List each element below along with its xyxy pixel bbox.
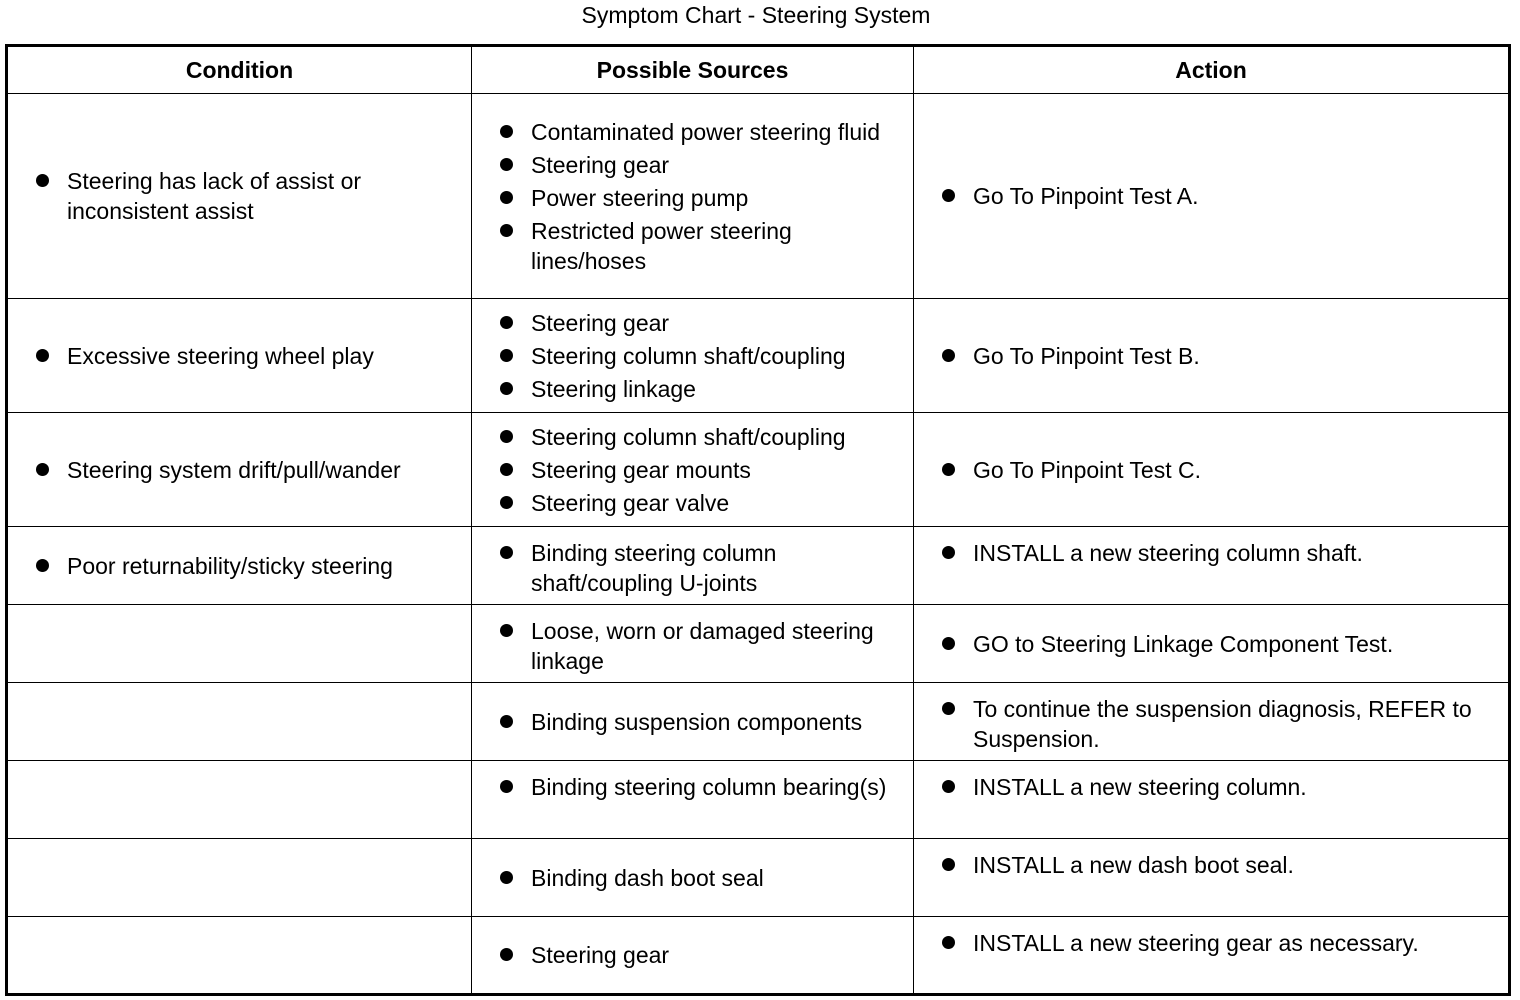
source-item: Binding steering column bearing(s) bbox=[496, 772, 907, 802]
condition-cell bbox=[7, 605, 472, 683]
possible-sources-cell bbox=[472, 605, 914, 683]
possible-sources-cell bbox=[472, 299, 914, 413]
action-cell bbox=[914, 839, 1510, 917]
source-item: Restricted power steering lines/hoses bbox=[496, 216, 907, 276]
source-item: Steering column shaft/coupling bbox=[496, 341, 907, 371]
table-row bbox=[7, 299, 1510, 413]
action-text: Go To Pinpoint Test C. bbox=[938, 455, 1502, 485]
action-text: INSTALL a new steering gear as necessary. bbox=[938, 928, 1502, 958]
condition-cell bbox=[7, 94, 472, 299]
action-text: INSTALL a new dash boot seal. bbox=[938, 850, 1502, 880]
action-text: To continue the suspension diagnosis, REFER to Suspension. bbox=[938, 694, 1502, 754]
condition-text: Excessive steering wheel play bbox=[32, 341, 465, 371]
action-cell bbox=[914, 299, 1510, 413]
table-row bbox=[7, 527, 1510, 605]
source-item: Steering gear valve bbox=[496, 488, 907, 518]
possible-sources-cell bbox=[472, 683, 914, 761]
condition-cell bbox=[7, 299, 472, 413]
header-possible-sources: Possible Sources bbox=[472, 46, 914, 94]
condition-text: Poor returnability/sticky steering bbox=[32, 551, 465, 581]
action-cell bbox=[914, 761, 1510, 839]
action-cell bbox=[914, 527, 1510, 605]
action-text: GO to Steering Linkage Component Test. bbox=[938, 629, 1502, 659]
action-cell bbox=[914, 94, 1510, 299]
possible-sources-cell bbox=[472, 94, 914, 299]
action-text: Go To Pinpoint Test B. bbox=[938, 341, 1502, 371]
possible-sources-cell bbox=[472, 917, 914, 995]
condition-cell bbox=[7, 683, 472, 761]
source-item: Steering gear bbox=[496, 150, 907, 180]
possible-sources-cell bbox=[472, 761, 914, 839]
source-item: Power steering pump bbox=[496, 183, 907, 213]
symptom-table bbox=[5, 44, 1511, 996]
source-item: Steering gear bbox=[496, 308, 907, 338]
source-item: Binding suspension components bbox=[496, 707, 907, 737]
table-row bbox=[7, 917, 1510, 995]
action-text: INSTALL a new steering column shaft. bbox=[938, 538, 1502, 568]
action-text: INSTALL a new steering column. bbox=[938, 772, 1502, 802]
action-cell bbox=[914, 413, 1510, 527]
condition-cell bbox=[7, 917, 472, 995]
table-row bbox=[7, 413, 1510, 527]
table-row bbox=[7, 839, 1510, 917]
table-header-row bbox=[7, 46, 1510, 94]
condition-cell bbox=[7, 761, 472, 839]
condition-text: Steering system drift/pull/wander bbox=[32, 455, 465, 485]
condition-cell bbox=[7, 413, 472, 527]
action-cell bbox=[914, 605, 1510, 683]
source-item: Binding dash boot seal bbox=[496, 863, 907, 893]
table-row bbox=[7, 94, 1510, 299]
source-item: Contaminated power steering fluid bbox=[496, 117, 907, 147]
table-row bbox=[7, 761, 1510, 839]
possible-sources-cell bbox=[472, 839, 914, 917]
table-row bbox=[7, 605, 1510, 683]
table-row bbox=[7, 683, 1510, 761]
condition-cell bbox=[7, 527, 472, 605]
header-action: Action bbox=[914, 46, 1510, 94]
condition-text: Steering has lack of assist or inconsistent assist bbox=[32, 166, 465, 226]
source-item: Steering linkage bbox=[496, 374, 907, 404]
source-item: Steering gear bbox=[496, 940, 907, 970]
action-text: Go To Pinpoint Test A. bbox=[938, 181, 1502, 211]
source-item: Binding steering column shaft/coupling U-joints bbox=[496, 538, 907, 598]
action-cell bbox=[914, 917, 1510, 995]
possible-sources-cell bbox=[472, 527, 914, 605]
page-title: Symptom Chart - Steering System bbox=[581, 2, 931, 28]
source-item: Loose, worn or damaged steering linkage bbox=[496, 616, 907, 676]
condition-cell bbox=[7, 839, 472, 917]
header-condition: Condition bbox=[7, 46, 472, 94]
source-item: Steering gear mounts bbox=[496, 455, 907, 485]
source-item: Steering column shaft/coupling bbox=[496, 422, 907, 452]
possible-sources-cell bbox=[472, 413, 914, 527]
action-cell bbox=[914, 683, 1510, 761]
